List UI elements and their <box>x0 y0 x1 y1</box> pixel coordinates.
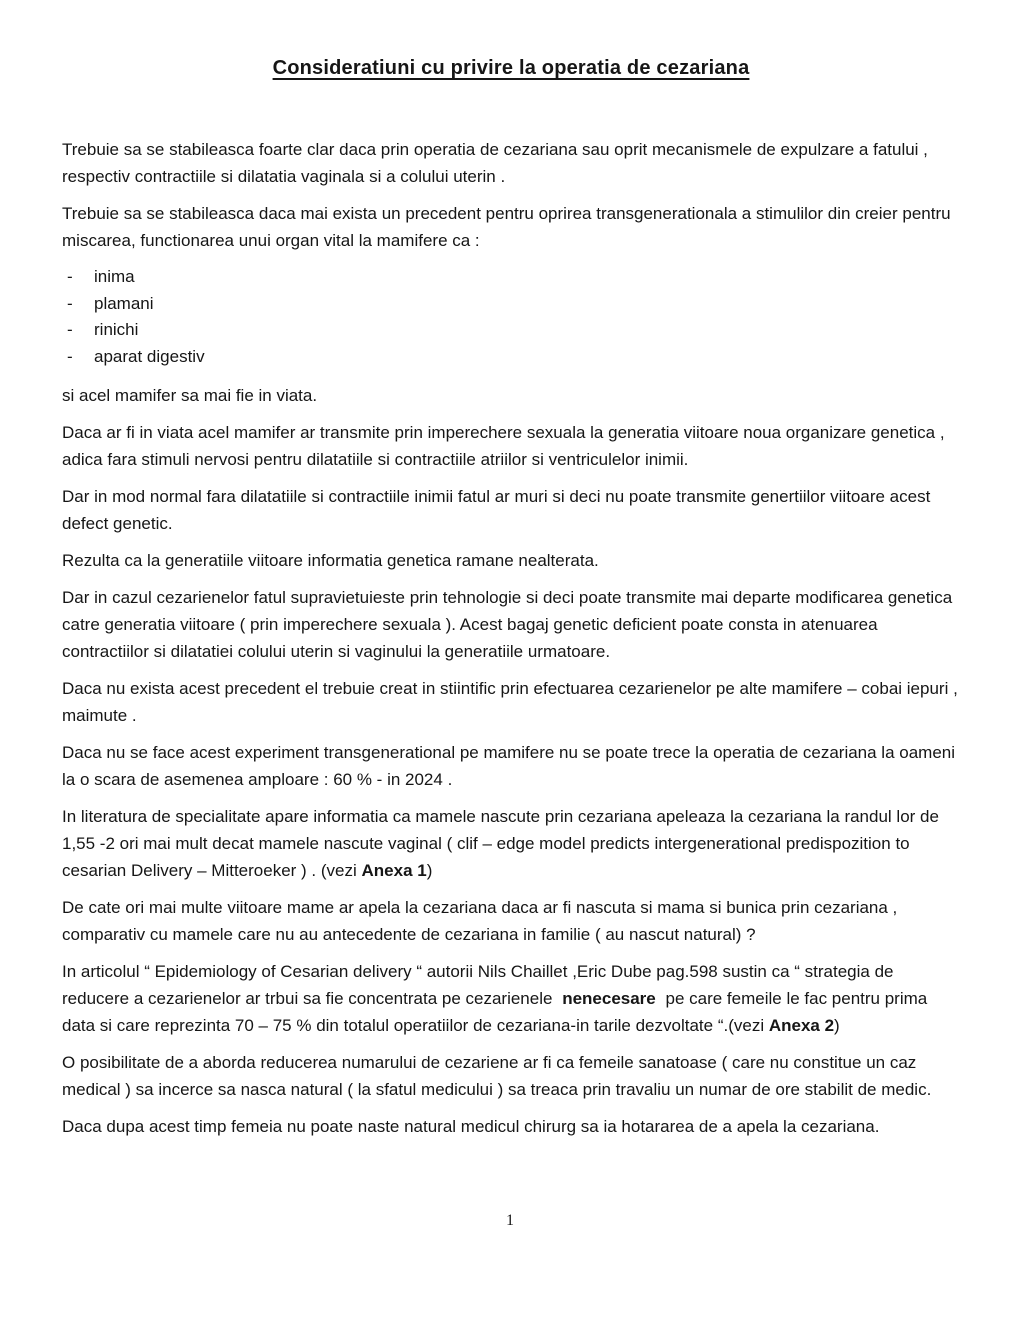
paragraph-intro-2: Trebuie sa se stabileasca daca mai exista un precedent pentru oprirea transgenerationala a stimulilor din creier pentru miscarea, functionarea unui organ vital la mamifere ca : <box>62 204 951 250</box>
dash-marker: - <box>67 346 73 366</box>
paragraph-posibilitate: O posibilitate de a aborda reducerea numarului de cezariene ar fi ca femeile sanatoase ( care nu constitue un caz medical ) sa incerce sa nasca natural ( la sfatul medicului ) sa treaca prin travaliu un numar de ore stabilit de medic. <box>62 1053 932 1099</box>
dash-marker: - <box>67 293 73 313</box>
list-item-label: inima <box>94 267 135 286</box>
articol-text-a: In articolul “ Epidemiology of Cesarian delivery “ autorii Nils Chaillet ,Eric Dube pag.598 sustin ca “ strategia de reducere a cezarienelor ar trbui sa fie concentrata pe cezarienele <box>62 962 894 1008</box>
anexa-1-reference: Anexa 1 <box>361 861 427 880</box>
list-item-rinichi <box>62 317 960 344</box>
paragraph-hotarare: Daca dupa acest timp femeia nu poate naste natural medicul chirurg sa ia hotararea de a apela la cezariana. <box>62 1117 880 1136</box>
paragraph-experiment: Daca nu se face acest experiment transgenerational pe mamifere nu se poate trece la operatia de cezariana la oameni la o scara de asemenea amploare : 60 % - in 2024 . <box>62 743 956 789</box>
list-item-label: aparat digestiv <box>94 346 205 366</box>
list-item-plamani <box>62 291 960 318</box>
paragraph-literatura <box>62 803 960 884</box>
paragraph-rezulta: Rezulta ca la generatiile viitoare informatia genetica ramane nealterata. <box>62 551 599 570</box>
list-item-aparat-digestiv <box>62 344 960 371</box>
literatura-text: In literatura de specialitate apare informatia ca mamele nascute prin cezariana apeleaza la cezariana la randul lor de 1,55 -2 ori mai mult decat mamele nascute vaginal ( clif – edge model predicts intergenerational predispozition to cesarian Delivery – Mitteroeker ) . (vezi <box>62 807 939 880</box>
paragraph-transmitere: Daca ar fi in viata acel mamifer ar transmite prin imperechere sexuala la generatia viitoare noua organizare genetica , adica fara stimuli nervosi pentru dilatatiile si contractiile atriilor si ventriculelor inimii. <box>62 423 945 469</box>
document-title: Consideratiuni cu privire la operatia de cezariana <box>272 57 750 79</box>
paragraph-intro-1: Trebuie sa se stabileasca foarte clar daca prin operatia de cezariana sau oprit mecanismele de expulzare a fatului , respectiv contractiile si dilatatia vaginala si a colului uterin . <box>62 140 928 186</box>
page-number: 1 <box>506 1212 514 1229</box>
list-item-label: rinichi <box>94 320 139 339</box>
organ-list <box>62 264 960 370</box>
list-item-inima <box>62 264 960 291</box>
articol-text-b: pe care femeile le fac pentru prima data si care reprezinta 70 – 75 % din totalul operatiilor de cezariana-in tarile dezvoltate “.(vezi <box>62 989 928 1035</box>
dash-marker: - <box>67 320 73 339</box>
paragraph-articol <box>62 958 960 1039</box>
literatura-closing: ) <box>426 861 433 880</box>
dash-marker: - <box>67 267 73 286</box>
articol-closing: ) <box>834 1016 840 1035</box>
paragraph-intrebare: De cate ori mai multe viitoare mame ar apela la cezariana daca ar fi nascuta si mama si bunica prin cezariana , comparativ cu mamele care nu au antecedente de cezariana in familie ( au nascut natural) ? <box>62 898 898 944</box>
paragraph-precedent: Daca nu exista acest precedent el trebuie creat in stiintific prin efectuarea cezarienelor pe alte mamifere – cobai iepuri , maimute . <box>62 679 958 725</box>
paragraph-mod-normal: Dar in mod normal fara dilatatiile si contractiile inimii fatul ar muri si deci nu poate transmite genertiilor viitoare acest defect genetic. <box>62 487 931 533</box>
paragraph-caz-cezariene: Dar in cazul cezarienelor fatul supravietuieste prin tehnologie si deci poate transmite mai departe modificarea genetica catre generatia viitoare ( prin imperechere sexuala ). Acest bagaj genetic deficient poate consta in atenuarea contractiilor si dilatatiei colului uterin si vaginului la generatiile urmatoare. <box>62 588 953 661</box>
nenecesare-bold-word: nenecesare <box>562 989 656 1008</box>
anexa-2-reference: Anexa 2 <box>768 1016 835 1035</box>
paragraph-conditie-viata: si acel mamifer sa mai fie in viata. <box>62 386 318 405</box>
list-item-label: plamani <box>94 293 154 313</box>
